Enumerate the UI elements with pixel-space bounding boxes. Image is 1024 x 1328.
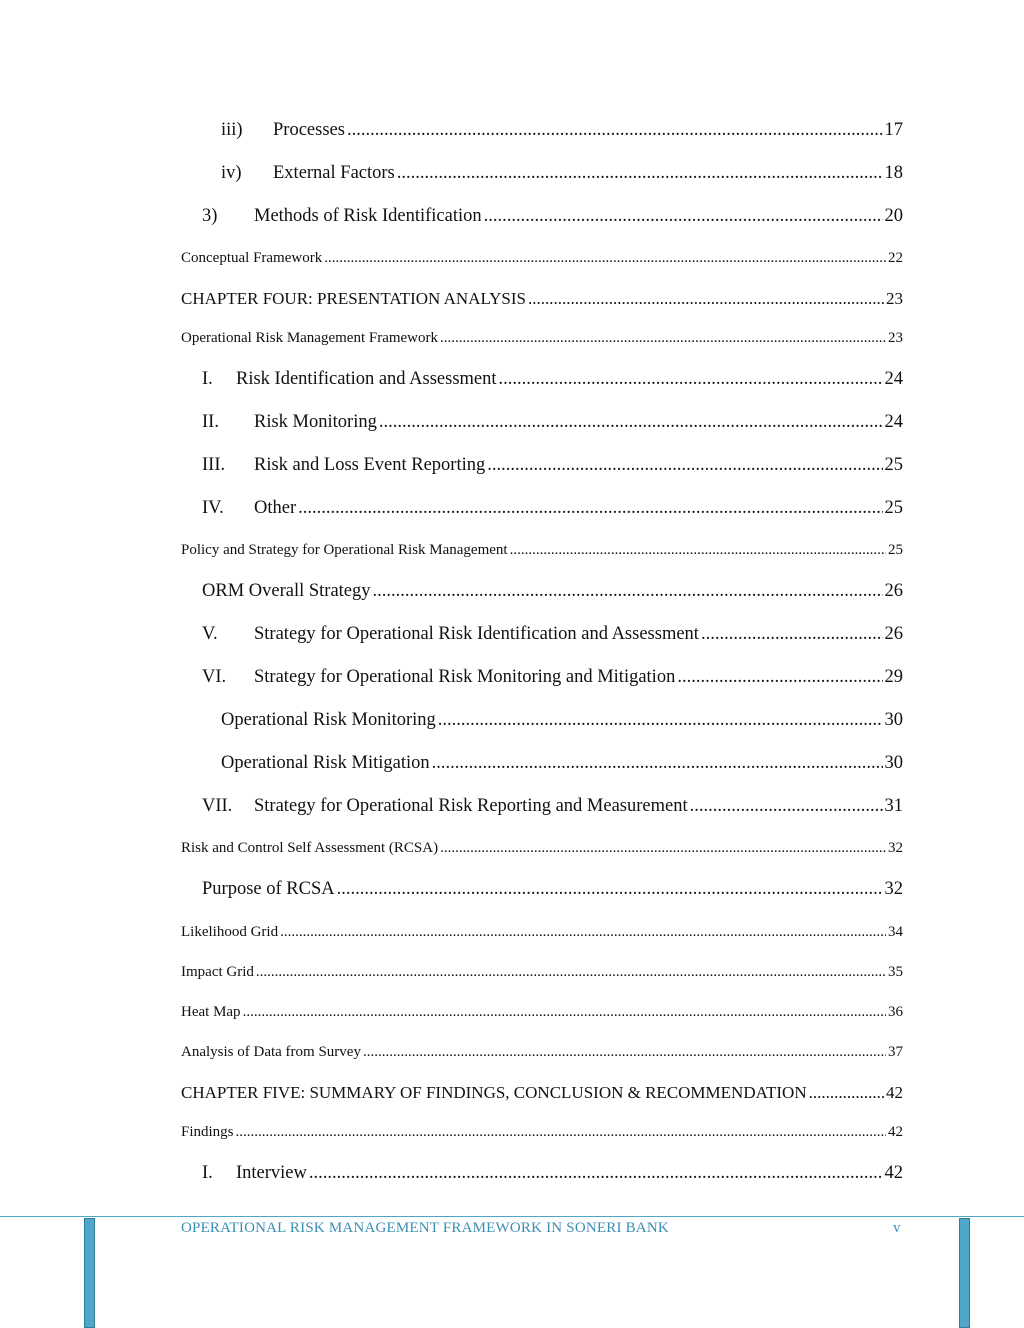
toc-entry-page: 35	[888, 964, 903, 980]
toc-entry-page: 25	[884, 455, 903, 475]
toc-entry[interactable]	[221, 163, 903, 184]
toc-entry-label: Strategy for Operational Risk Monitoring and Mitigation	[254, 667, 676, 687]
toc-entry-page: 25	[884, 498, 903, 518]
toc-entry[interactable]	[202, 455, 903, 476]
footer-left-bar	[84, 1218, 95, 1328]
toc-entry[interactable]	[181, 1083, 903, 1103]
toc-dot-leader	[499, 369, 883, 390]
toc-entry[interactable]	[202, 1163, 903, 1184]
toc-entry[interactable]	[181, 542, 903, 559]
toc-dot-leader	[677, 667, 882, 688]
toc-entry-number: VI.	[202, 667, 227, 687]
toc-entry-number: I.	[202, 1163, 213, 1183]
toc-entry-page: 32	[888, 840, 903, 856]
toc-dot-leader	[438, 710, 883, 731]
toc-entry-label: Risk and Control Self Assessment (RCSA)	[181, 840, 439, 856]
toc-entry-page: 26	[884, 624, 903, 644]
toc-entry-number: IV.	[202, 498, 224, 518]
toc-dot-leader	[510, 542, 886, 559]
toc-entry[interactable]	[202, 412, 903, 433]
toc-entry[interactable]	[181, 964, 903, 981]
toc-entry-page: 30	[884, 710, 903, 730]
toc-entry-label: Strategy for Operational Risk Reporting and Measurement	[254, 796, 688, 816]
toc-entry-label: CHAPTER FIVE: SUMMARY OF FINDINGS, CONCLUSION & RECOMMENDATION	[181, 1083, 807, 1102]
toc-dot-leader	[298, 498, 882, 519]
toc-entry-page: 23	[886, 289, 903, 308]
toc-entry[interactable]	[202, 581, 903, 602]
toc-entry[interactable]	[202, 796, 903, 817]
toc-entry-page: 18	[884, 163, 903, 183]
toc-entry-page: 31	[884, 796, 903, 816]
toc-entry-label: Operational Risk Monitoring	[221, 710, 436, 730]
toc-entry-label: Likelihood Grid	[181, 924, 279, 940]
toc-entry-page: 23	[888, 330, 903, 346]
toc-entry-label: Impact Grid	[181, 964, 254, 980]
toc-entry[interactable]	[202, 624, 903, 645]
toc-entry-number: 3)	[202, 206, 218, 226]
toc-entry-page: 22	[888, 250, 903, 266]
toc-dot-leader	[236, 1124, 886, 1141]
toc-entry[interactable]	[181, 1124, 903, 1141]
toc-entry-label: Risk and Loss Event Reporting	[254, 455, 486, 475]
toc-entry-label: Analysis of Data from Survey	[181, 1044, 361, 1060]
toc-entry[interactable]	[181, 1044, 903, 1061]
toc-entry-label: Other	[254, 498, 297, 518]
footer-page-number: v	[893, 1220, 901, 1236]
toc-dot-leader	[440, 330, 886, 347]
toc-dot-leader	[309, 1163, 883, 1184]
toc-entry[interactable]	[221, 753, 903, 774]
toc-entry-label: Operational Risk Mitigation	[221, 753, 430, 773]
toc-entry-number: II.	[202, 412, 219, 432]
toc-dot-leader	[484, 206, 883, 227]
toc-entry-label: Risk Identification and Assessment	[236, 369, 497, 389]
toc-dot-leader	[347, 120, 883, 141]
toc-entry-page: 37	[888, 1044, 903, 1060]
toc-entry-number: iv)	[221, 163, 242, 183]
toc-dot-leader	[337, 879, 883, 900]
footer-rule	[0, 1216, 1024, 1217]
toc-dot-leader	[363, 1044, 886, 1061]
toc-entry[interactable]	[202, 879, 903, 900]
toc-entry-label: CHAPTER FOUR: PRESENTATION ANALYSIS	[181, 289, 527, 308]
toc-entry-page: 34	[888, 924, 903, 940]
toc-entry-label: Heat Map	[181, 1004, 241, 1020]
toc-entry[interactable]	[202, 206, 903, 227]
toc-dot-leader	[809, 1083, 884, 1103]
toc-entry-page: 25	[888, 542, 903, 558]
toc-entry-page: 24	[884, 369, 903, 389]
toc-dot-leader	[528, 289, 884, 309]
toc-entry-label: Policy and Strategy for Operational Risk Management	[181, 542, 508, 558]
toc-entry-page: 26	[884, 581, 903, 601]
toc-entry[interactable]	[181, 924, 903, 941]
toc-entry[interactable]	[181, 330, 903, 347]
page-footer	[0, 1210, 1024, 1326]
toc-entry-label: Strategy for Operational Risk Identification and Assessment	[254, 624, 699, 644]
toc-entry-label: Processes	[273, 120, 345, 140]
toc-entry[interactable]	[221, 120, 903, 141]
toc-entry-page: 32	[884, 879, 903, 899]
toc-entry-label: Operational Risk Management Framework	[181, 330, 439, 346]
toc-dot-leader	[487, 455, 882, 476]
toc-dot-leader	[701, 624, 883, 645]
toc-entry[interactable]	[202, 498, 903, 519]
toc-dot-leader	[432, 753, 883, 774]
toc-entry-label: Risk Monitoring	[254, 412, 377, 432]
toc-entry-page: 30	[884, 753, 903, 773]
toc-entry-label: Conceptual Framework	[181, 250, 323, 266]
toc-entry-label: Findings	[181, 1124, 234, 1140]
toc-entry[interactable]	[181, 289, 903, 309]
footer-right-bar	[959, 1218, 970, 1328]
toc-entry-number: VII.	[202, 796, 233, 816]
toc-dot-leader	[324, 250, 886, 267]
toc-entry-number: I.	[202, 369, 213, 389]
toc-dot-leader	[690, 796, 883, 817]
toc-entry[interactable]	[221, 710, 903, 731]
toc-entry-page: 42	[884, 1163, 903, 1183]
toc-dot-leader	[280, 924, 886, 941]
toc-dot-leader	[379, 412, 883, 433]
toc-entry-page: 29	[884, 667, 903, 687]
toc-dot-leader	[373, 581, 883, 602]
toc-entry-page: 42	[886, 1083, 903, 1102]
toc-entry-label: External Factors	[273, 163, 395, 183]
toc-entry[interactable]	[202, 667, 903, 688]
toc-entry[interactable]	[181, 1004, 903, 1021]
toc-dot-leader	[256, 964, 886, 981]
toc-entry-label: ORM Overall Strategy	[202, 581, 371, 601]
toc-entry-number: V.	[202, 624, 218, 644]
toc-dot-leader	[397, 163, 883, 184]
toc-entry-number: III.	[202, 455, 226, 475]
toc-entry-label: Interview	[236, 1163, 307, 1183]
toc-entry-page: 42	[888, 1124, 903, 1140]
toc-entry[interactable]	[181, 250, 903, 267]
toc-entry-page: 17	[884, 120, 903, 140]
footer-title: OPERATIONAL RISK MANAGEMENT FRAMEWORK IN SONERI BANK	[181, 1220, 669, 1236]
toc-entry[interactable]	[181, 840, 903, 857]
toc-entry-number: iii)	[221, 120, 243, 140]
toc-entry-page: 24	[884, 412, 903, 432]
toc-entry-label: Purpose of RCSA	[202, 879, 335, 899]
toc-entry[interactable]	[202, 369, 903, 390]
toc-dot-leader	[440, 840, 886, 857]
toc-entry-page: 20	[884, 206, 903, 226]
toc-entry-label: Methods of Risk Identification	[254, 206, 482, 226]
toc-entry-page: 36	[888, 1004, 903, 1020]
toc-dot-leader	[243, 1004, 886, 1021]
